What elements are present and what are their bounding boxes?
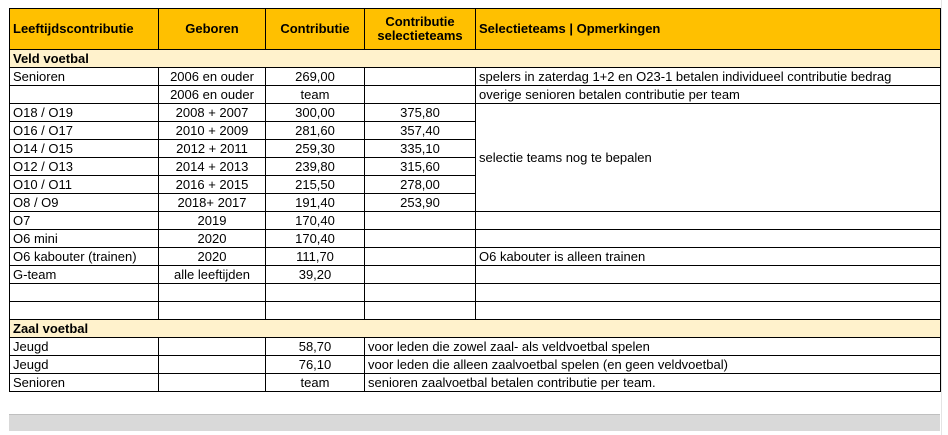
cell[interactable]: 2016 + 2015 [159, 176, 266, 194]
cell[interactable] [476, 302, 941, 320]
cell[interactable]: team [266, 374, 365, 392]
table-row [10, 230, 941, 248]
cell[interactable] [159, 338, 266, 356]
table-row [10, 68, 941, 86]
cell[interactable]: 215,50 [266, 176, 365, 194]
cell[interactable] [159, 356, 266, 374]
cell[interactable]: 2014 + 2013 [159, 158, 266, 176]
cell[interactable] [365, 302, 476, 320]
table-row [10, 266, 941, 284]
cell[interactable] [365, 68, 476, 86]
cell[interactable]: Jeugd [10, 356, 159, 374]
cell[interactable] [365, 230, 476, 248]
cell[interactable] [476, 284, 941, 302]
sheet-gridline [941, 0, 942, 435]
cell[interactable]: O18 / O19 [10, 104, 159, 122]
cell[interactable]: 239,80 [266, 158, 365, 176]
cell[interactable]: 375,80 [365, 104, 476, 122]
empty-gray-row [9, 414, 940, 431]
cell[interactable] [10, 302, 159, 320]
header-cell[interactable]: Geboren [159, 9, 266, 50]
cell[interactable]: 2006 en ouder [159, 86, 266, 104]
cell[interactable] [159, 284, 266, 302]
cell[interactable] [159, 302, 266, 320]
cell[interactable]: 281,60 [266, 122, 365, 140]
header-cell[interactable]: Selectieteams | Opmerkingen [476, 9, 941, 50]
cell[interactable]: 111,70 [266, 248, 365, 266]
table-row [10, 104, 941, 122]
cell[interactable] [266, 302, 365, 320]
cell[interactable]: voor leden die alleen zaalvoetbal spelen (en geen veldvoetbal) [365, 356, 941, 374]
cell[interactable]: 2012 + 2011 [159, 140, 266, 158]
cell[interactable]: 357,40 [365, 122, 476, 140]
header-cell[interactable]: Contributie [266, 9, 365, 50]
table-row [10, 374, 941, 392]
table-row [10, 86, 941, 104]
cell[interactable]: 259,30 [266, 140, 365, 158]
cell[interactable]: O10 / O11 [10, 176, 159, 194]
cell[interactable] [365, 248, 476, 266]
cell[interactable]: 269,00 [266, 68, 365, 86]
section-title[interactable]: Veld voetbal [10, 50, 941, 68]
cell[interactable]: 170,40 [266, 212, 365, 230]
cell[interactable]: 76,10 [266, 356, 365, 374]
cell[interactable]: O16 / O17 [10, 122, 159, 140]
section-row [10, 320, 941, 338]
cell[interactable]: O6 mini [10, 230, 159, 248]
merged-note-cell[interactable]: selectie teams nog te bepalen [476, 104, 941, 212]
cell[interactable]: 2020 [159, 248, 266, 266]
cell[interactable]: O8 / O9 [10, 194, 159, 212]
table-row [10, 284, 941, 302]
cell[interactable]: Senioren [10, 374, 159, 392]
cell[interactable] [365, 284, 476, 302]
cell[interactable] [365, 86, 476, 104]
cell[interactable]: alle leeftijden [159, 266, 266, 284]
header-cell[interactable]: Leeftijdscontributie [10, 9, 159, 50]
cell[interactable]: O6 kabouter is alleen trainen [476, 248, 941, 266]
cell[interactable]: 2006 en ouder [159, 68, 266, 86]
header-cell[interactable]: Contributie selectieteams [365, 9, 476, 50]
cell[interactable]: team [266, 86, 365, 104]
cell[interactable] [159, 374, 266, 392]
cell[interactable]: 300,00 [266, 104, 365, 122]
cell[interactable]: O12 / O13 [10, 158, 159, 176]
cell[interactable]: O7 [10, 212, 159, 230]
cell[interactable]: spelers in zaterdag 1+2 en O23-1 betalen individueel contributie bedrag [476, 68, 941, 86]
cell[interactable] [365, 266, 476, 284]
cell[interactable]: 335,10 [365, 140, 476, 158]
table-row [10, 212, 941, 230]
cell[interactable]: Senioren [10, 68, 159, 86]
cell[interactable]: G-team [10, 266, 159, 284]
section-title[interactable]: Zaal voetbal [10, 320, 941, 338]
cell[interactable]: 170,40 [266, 230, 365, 248]
cell[interactable] [476, 212, 941, 230]
contribution-table [9, 8, 941, 392]
table-row [10, 356, 941, 374]
cell[interactable] [365, 212, 476, 230]
cell[interactable]: 253,90 [365, 194, 476, 212]
cell[interactable]: 191,40 [266, 194, 365, 212]
table-row [10, 248, 941, 266]
table-row [10, 338, 941, 356]
cell[interactable]: 39,20 [266, 266, 365, 284]
header-row [10, 9, 941, 50]
cell[interactable] [10, 284, 159, 302]
cell[interactable]: 315,60 [365, 158, 476, 176]
cell[interactable] [476, 230, 941, 248]
cell[interactable]: O6 kabouter (trainen) [10, 248, 159, 266]
cell[interactable]: 2010 + 2009 [159, 122, 266, 140]
table-row-empty [10, 302, 941, 320]
section-row [10, 50, 941, 68]
cell[interactable] [10, 86, 159, 104]
cell[interactable]: senioren zaalvoetbal betalen contributie per team. [365, 374, 941, 392]
cell[interactable] [476, 266, 941, 284]
cell[interactable]: 278,00 [365, 176, 476, 194]
cell[interactable]: 2019 [159, 212, 266, 230]
cell[interactable]: 2008 + 2007 [159, 104, 266, 122]
cell[interactable] [266, 284, 365, 302]
cell[interactable]: 2018+ 2017 [159, 194, 266, 212]
cell[interactable]: overige senioren betalen contributie per team [476, 86, 941, 104]
cell[interactable]: Jeugd [10, 338, 159, 356]
cell[interactable]: voor leden die zowel zaal- als veldvoetbal spelen [365, 338, 941, 356]
cell[interactable]: O14 / O15 [10, 140, 159, 158]
cell[interactable]: 2020 [159, 230, 266, 248]
cell[interactable]: 58,70 [266, 338, 365, 356]
